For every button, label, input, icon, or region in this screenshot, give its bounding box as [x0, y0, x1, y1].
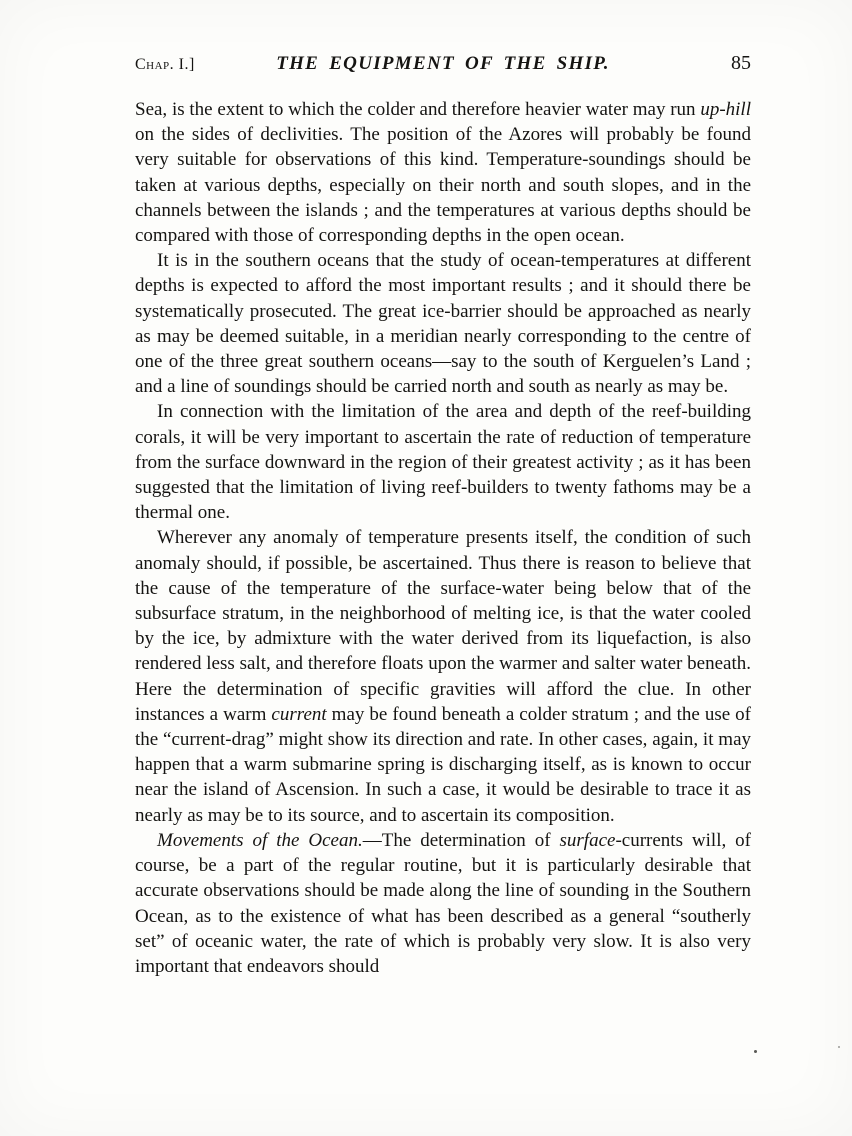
text-segment: In connection with the limitation of the area and depth of the reef-building corals, it will be very important to ascertain the rate of reduction of temperature from the surface downward in the region of their greatest activity ; as it has been suggested that the limitation of living reef-builders to twenty fathoms may be a thermal one.	[135, 401, 751, 524]
text-segment: on the sides of declivities. The position of the Azores will probably be found very suitable for observations of this kind. Temperature-soundings should be taken at various depths, especially on their north and south slopes, and in the channels between the islands ; and the temperatures at various depths should be compared with those of corresponding depths in the open ocean.	[135, 124, 751, 247]
text-segment: current	[271, 703, 327, 725]
text-segment: up-hill	[700, 99, 751, 120]
page-content	[135, 52, 751, 979]
scan-speck	[754, 1050, 757, 1053]
text-segment: Sea, is the extent to which the colder and therefore heavier water may run	[135, 99, 701, 120]
text-segment: -currents will, of course, be a part of the regular routine, but it is particularly desirable that accurate observations should be made along the line of sounding in the Southern Ocean, as to the existence of what has been described as a general “southerly set” of oceanic water, the rate of which is probably very slow. It is also very important that endeavors should	[135, 829, 752, 977]
paragraph-2	[135, 248, 751, 399]
text-segment: may be found beneath a colder stratum ; and the use of the “current-drag” might show its direction and rate. In other cases, again, it may happen that a warm submarine spring is discharging itself, as is known to occur near the island of Ascension. In such a case, it would be desirable to trace it as nearly as may be to its source, and to ascertain its composition.	[135, 703, 751, 826]
chapter-label: Chap. I.]	[135, 56, 195, 73]
text-segment: —The determination of	[362, 829, 560, 851]
paragraph-5	[135, 828, 751, 979]
scan-speck	[838, 1046, 840, 1048]
page-number: 85	[731, 52, 751, 74]
paragraph-4	[135, 525, 751, 827]
page-header	[135, 52, 751, 75]
text-segment: surface	[559, 829, 616, 851]
page-body	[135, 97, 751, 979]
paragraph-1	[135, 97, 751, 248]
text-segment: Wherever any anomaly of temperature presents itself, the condition of such anomaly should, if possible, be ascertained. Thus there is reason to believe that the cause of the temperature of the surface-water being below that of the subsurface stratum, in the neighborhood of melting ice, is that the water cooled by the ice, by admixture with the water derived from its liquefaction, is also rendered less salt, and therefore floats upon the warmer and salter water beneath. Here the determination of specific gravities will afford the clue. In other instances a warm	[135, 527, 751, 725]
text-segment: Movements of the Ocean.	[157, 829, 363, 851]
text-segment: It is in the southern oceans that the study of ocean-temperatures at different depths is expected to afford the most important results ; and it should there be systematically prosecuted. The great ice-barrier should be approached as nearly as may be deemed suitable, in a meridian nearly corresponding to the centre of one of the three great southern oceans—say to the south of Kerguelen’s Land ; and a line of soundings should be carried north and south as nearly as may be.	[135, 250, 751, 398]
running-title: THE EQUIPMENT OF THE SHIP.	[276, 53, 610, 74]
paragraph-3	[135, 399, 751, 525]
